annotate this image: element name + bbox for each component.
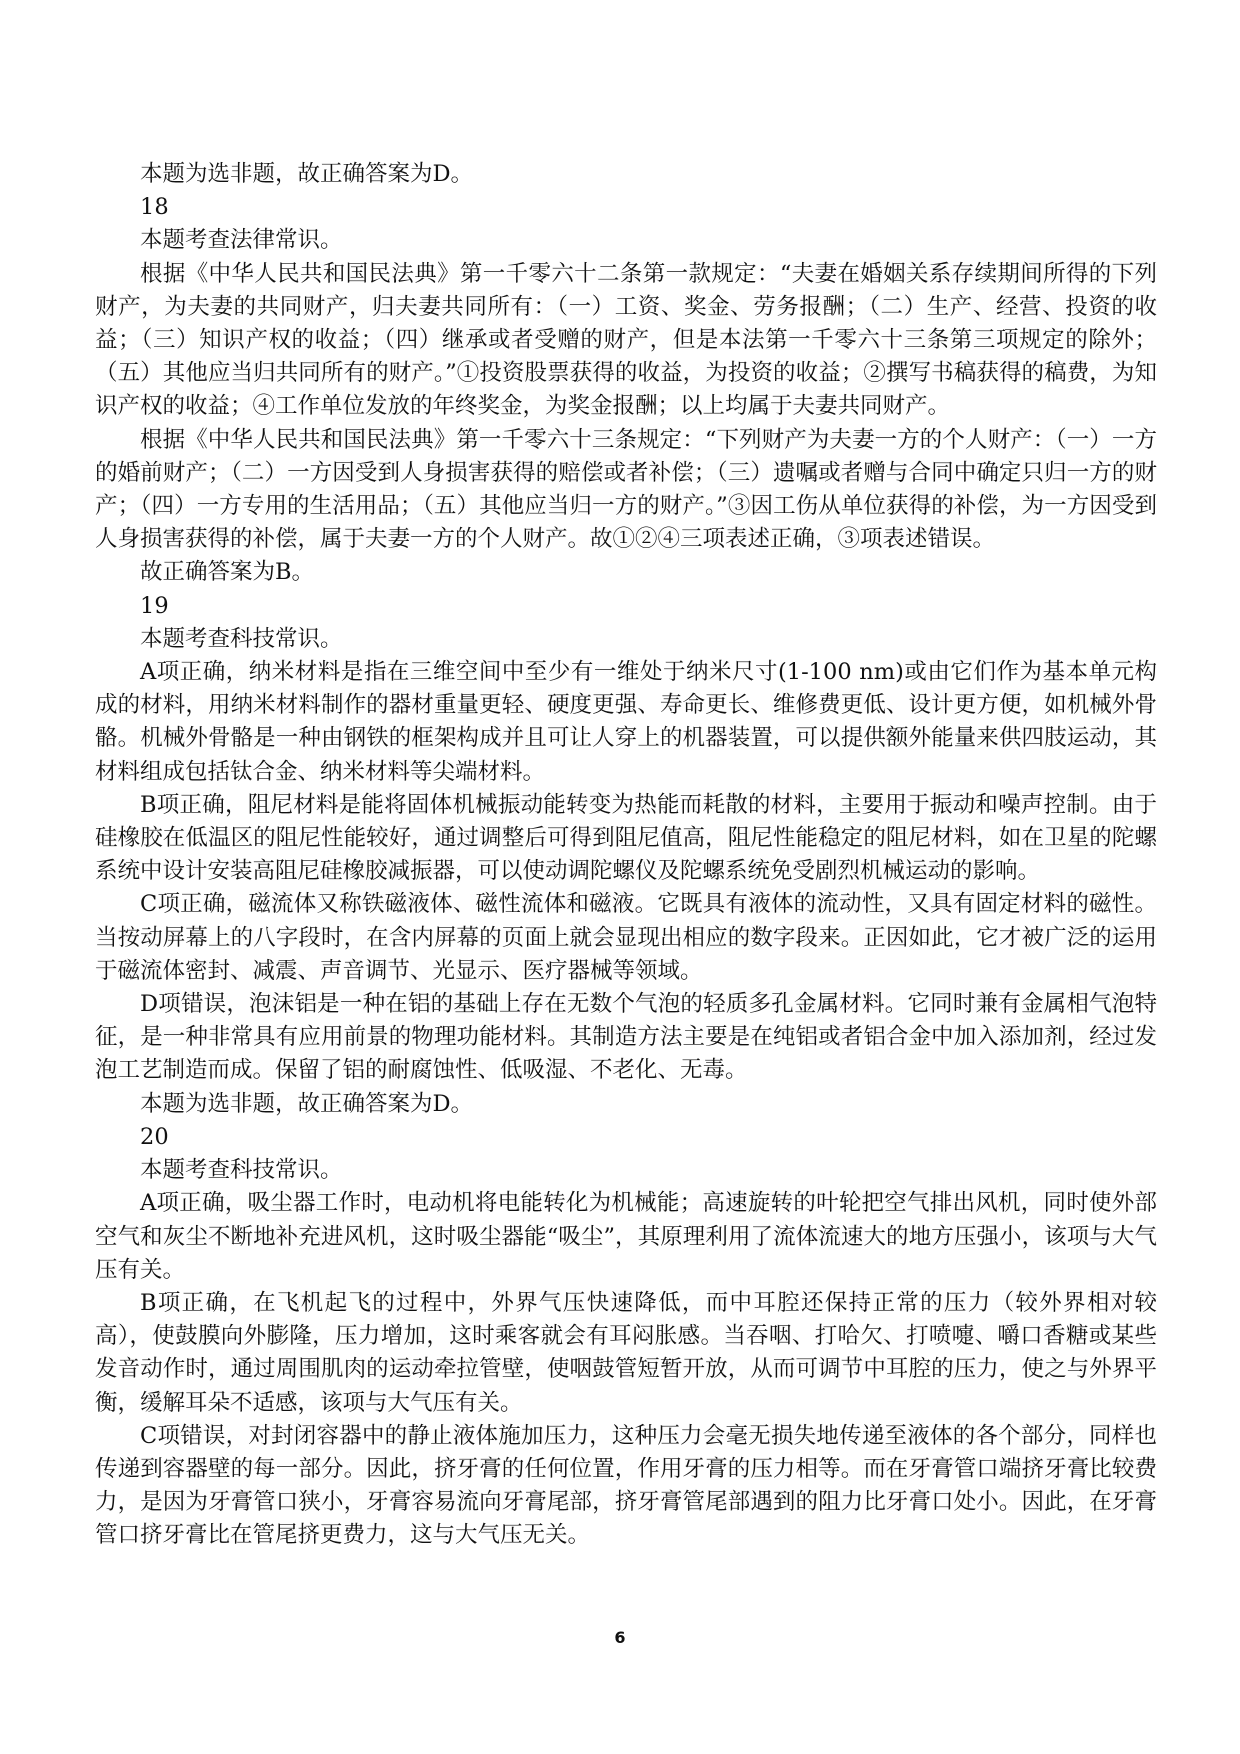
option-d-explanation: D项错误，泡沫铝是一种在铝的基础上存在无数个气泡的轻质多孔金属材料。它同时兼有金属相气泡特征，是一种非常具有应用前景的物理功能材料。其制造方法主要是在纯铝或者铝合金中加入添加剂，经过发泡工艺制造而成。保留了铝的耐腐蚀性、低吸湿、不老化、无毒。 <box>95 991 1157 1084</box>
answer-line: 故正确答案为B。 <box>140 559 315 586</box>
document-body <box>95 158 1157 1553</box>
option-a-explanation: A项正确，吸尘器工作时，电动机将电能转化为机械能；高速旋转的叶轮把空气排出风机，同时使外部空气和灰尘不断地补充进风机，这时吸尘器能“吸尘”，其原理利用了流体流速大的地方压强小，该项与大气压有关。 <box>95 1190 1157 1283</box>
topic-line: 本题考查科技常识。 <box>140 1157 343 1184</box>
page-number: 6 <box>614 1628 626 1647</box>
option-b-explanation: B项正确，在飞机起飞的过程中，外界气压快速降低，而中耳腔还保持正常的压力（较外界相对较高），使鼓膜向外膨隆，压力增加，这时乘客就会有耳闷胀感。当吞咽、打哈欠、打喷嚏、嚼口香糖或某些发音动作时，通过周围肌肉的运动牵拉管壁，使咽鼓管短暂开放，从而可调节中耳腔的压力，使之与外界平衡，缓解耳朵不适感，该项与大气压有关。 <box>95 1289 1157 1416</box>
explanation-paragraph: 根据《中华人民共和国民法典》第一千零六十三条规定：“下列财产为夫妻一方的个人财产：（一）一方的婚前财产；（二）一方因受到人身损害获得的赔偿或者补偿；（三）遗嘱或者赠与合同中确定只归一方的财产；（四）一方专用的生活用品；（五）其他应当归一方的财产。”③因工伤从单位获得的补偿，为一方因受到人身损害获得的补偿，属于夫妻一方的个人财产。故①②④三项表述正确，③项表述错误。 <box>95 426 1157 553</box>
question-number: 20 <box>140 1123 169 1150</box>
question-number: 18 <box>140 194 169 221</box>
option-a-explanation: A项正确，纳米材料是指在三维空间中至少有一维处于纳米尺寸(1-100 nm)或由它们作为基本单元构成的材料，用纳米材料制作的器材重量更轻、硬度更强、寿命更长、维修费更低、设计更方便，如机械外骨骼。机械外骨骼是一种由钢铁的框架构成并且可让人穿上的机器装置，可以提供额外能量来供四肢运动，其材料组成包括钛合金、纳米材料等尖端材料。 <box>95 659 1157 785</box>
topic-line: 本题考查科技常识。 <box>140 625 343 652</box>
answer-line: 本题为选非题，故正确答案为D。 <box>140 161 474 187</box>
answer-line: 本题为选非题，故正确答案为D。 <box>140 1090 474 1117</box>
option-c-explanation: C项错误，对封闭容器中的静止液体施加压力，这种压力会毫无损失地传递至液体的各个部分，同样也传递到容器壁的每一部分。因此，挤牙膏的任何位置，作用牙膏的压力相等。而在牙膏管口端挤牙膏比较费力，是因为牙膏管口狭小，牙膏容易流向牙膏尾部，挤牙膏管尾部遇到的阻力比牙膏口处小。因此，在牙膏管口挤牙膏比在管尾挤更费力，这与大气压无关。 <box>95 1422 1157 1549</box>
topic-line: 本题考查法律常识。 <box>140 227 343 254</box>
question-number: 19 <box>140 592 169 619</box>
option-b-explanation: B项正确，阻尼材料是能将固体机械振动能转变为热能而耗散的材料，主要用于振动和噪声控制。由于硅橡胶在低温区的阻尼性能较好，通过调整后可得到阻尼值高，阻尼性能稳定的阻尼材料，如在卫星的陀螺系统中设计安装高阻尼硅橡胶减振器，可以使动调陀螺仪及陀螺系统免受剧烈机械运动的影响。 <box>95 791 1157 885</box>
explanation-paragraph: 根据《中华人民共和国民法典》第一千零六十二条第一款规定：“夫妻在婚姻关系存续期间所得的下列财产，为夫妻的共同财产，归夫妻共同所有：（一）工资、奖金、劳务报酬；（二）生产、经营、投资的收益；（三）知识产权的收益；（四）继承或者受赠的财产，但是本法第一千零六十三条第三项规定的除外；（五）其他应当归共同所有的财产。”①投资股票获得的收益，为投资的收益；②撰写书稿获得的稿费，为知识产权的收益；④工作单位发放的年终奖金，为奖金报酬；以上均属于夫妻共同财产。 <box>95 260 1157 420</box>
option-c-explanation: C项正确，磁流体又称铁磁液体、磁性流体和磁液。它既具有液体的流动性，又具有固定材料的磁性。当按动屏幕上的八字段时，在含内屏幕的页面上就会显现出相应的数字段来。正因如此，它才被广泛的运用于磁流体密封、减震、声音调节、光显示、医疗器械等领域。 <box>95 891 1157 984</box>
